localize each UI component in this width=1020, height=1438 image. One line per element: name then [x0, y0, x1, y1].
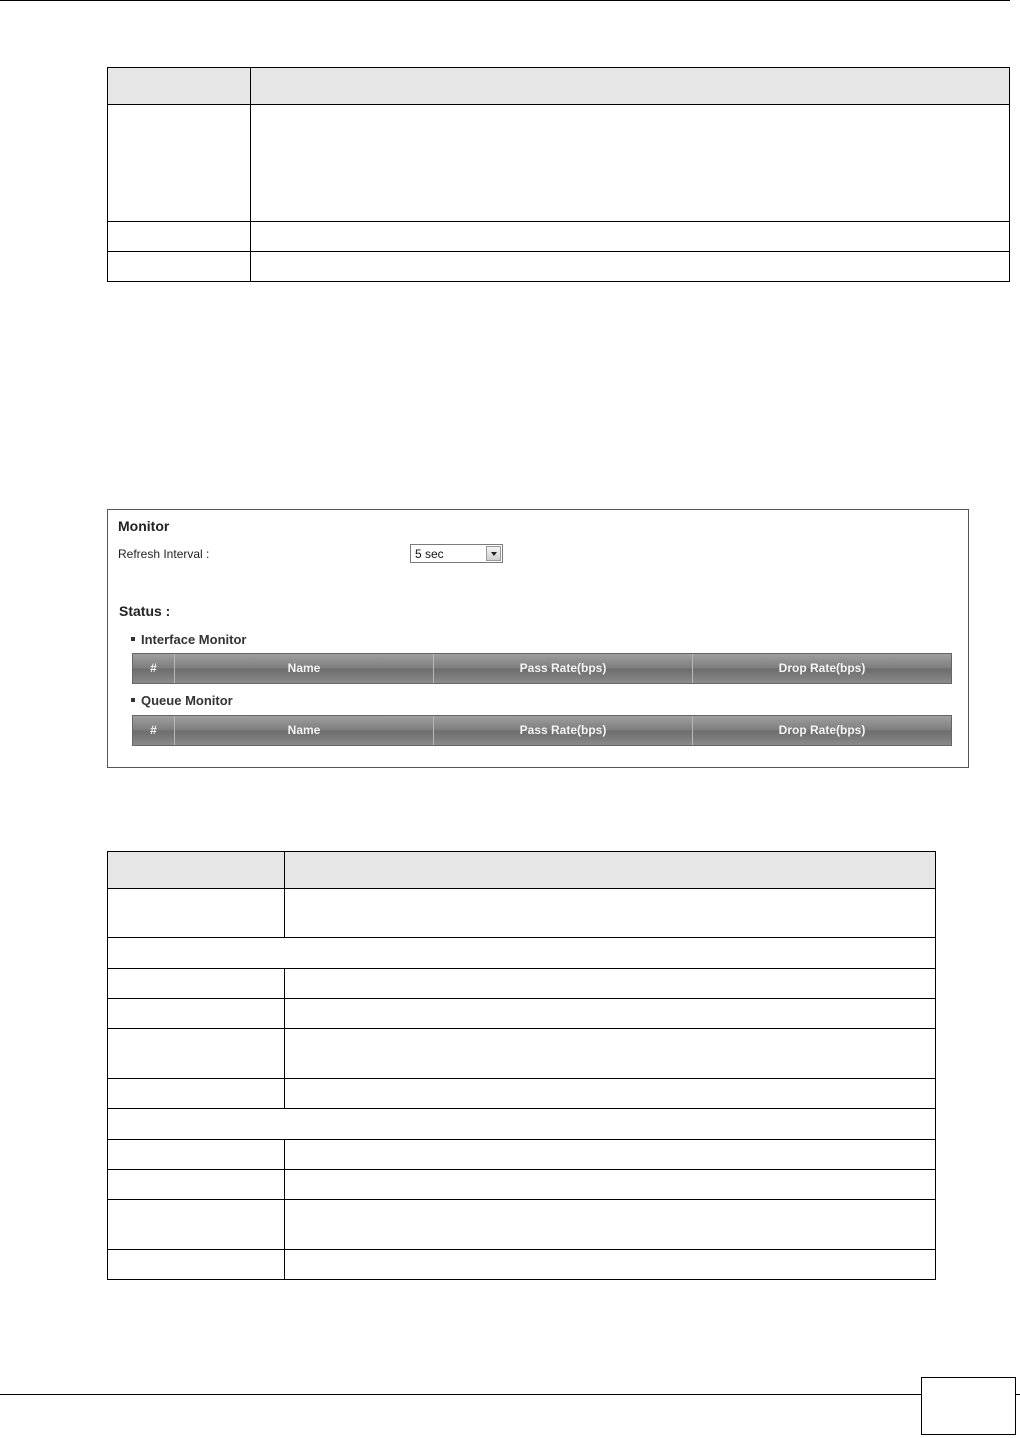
table-cell [285, 999, 936, 1029]
table-cell [251, 222, 1010, 252]
table-cell [108, 1029, 285, 1079]
table-cell [108, 252, 251, 282]
column-header-pass-rate[interactable]: Pass Rate(bps) [434, 654, 693, 683]
table-cell [251, 105, 1010, 222]
table-cell [285, 889, 936, 938]
interface-monitor-heading [131, 632, 246, 647]
footer-rule [0, 1394, 1020, 1395]
column-header-drop-rate[interactable]: Drop Rate(bps) [778, 723, 866, 737]
table-cell [285, 969, 936, 999]
chevron-down-icon[interactable] [486, 546, 501, 561]
table-cell [285, 1140, 936, 1170]
refresh-interval-value: 5 sec [415, 547, 444, 561]
page-number-box [921, 1377, 1016, 1435]
table-cell [285, 1079, 936, 1109]
page-title: Monitor [118, 518, 170, 534]
interface-monitor-table-header [132, 653, 952, 684]
bullet-icon [131, 637, 135, 641]
table-cell [108, 1250, 285, 1280]
table-cell [108, 1200, 285, 1250]
column-header-drop-rate[interactable]: Drop Rate(bps) [778, 661, 866, 675]
table-section-row [108, 938, 936, 969]
table-section-row [108, 1109, 936, 1140]
bullet-icon [131, 698, 135, 702]
status-title: Status : [119, 603, 171, 619]
column-header-number[interactable]: # [133, 654, 175, 683]
table-cell [285, 1029, 936, 1079]
table-cell [108, 1079, 285, 1109]
table-cell [251, 252, 1010, 282]
table-header-label [108, 852, 285, 889]
column-header-name[interactable]: Name [175, 654, 434, 683]
refresh-interval-select[interactable] [410, 544, 503, 563]
queue-monitor-heading [131, 693, 233, 708]
table-header-description [285, 852, 936, 889]
table-cell [108, 999, 285, 1029]
field-description-table-top [107, 67, 1010, 282]
table-cell [108, 889, 285, 938]
table-header-label [108, 68, 251, 105]
queue-monitor-table-header [132, 715, 952, 746]
monitor-screen [107, 509, 969, 768]
table-cell [108, 1170, 285, 1200]
interface-monitor-label: Interface Monitor [141, 632, 247, 647]
table-cell [285, 1170, 936, 1200]
field-description-table-bottom [107, 851, 936, 1280]
refresh-interval-label: Refresh Interval : [118, 547, 210, 561]
table-cell [285, 1250, 936, 1280]
table-cell [108, 105, 251, 222]
queue-monitor-label: Queue Monitor [141, 693, 233, 708]
table-header-description [251, 68, 1010, 105]
column-header-pass-rate[interactable]: Pass Rate(bps) [434, 716, 693, 745]
table-cell [108, 222, 251, 252]
table-cell [108, 1140, 285, 1170]
column-header-name[interactable]: Name [175, 716, 434, 745]
header-rule [0, 0, 1010, 1]
table-cell [285, 1200, 936, 1250]
table-cell [108, 969, 285, 999]
column-header-number[interactable]: # [133, 716, 175, 745]
